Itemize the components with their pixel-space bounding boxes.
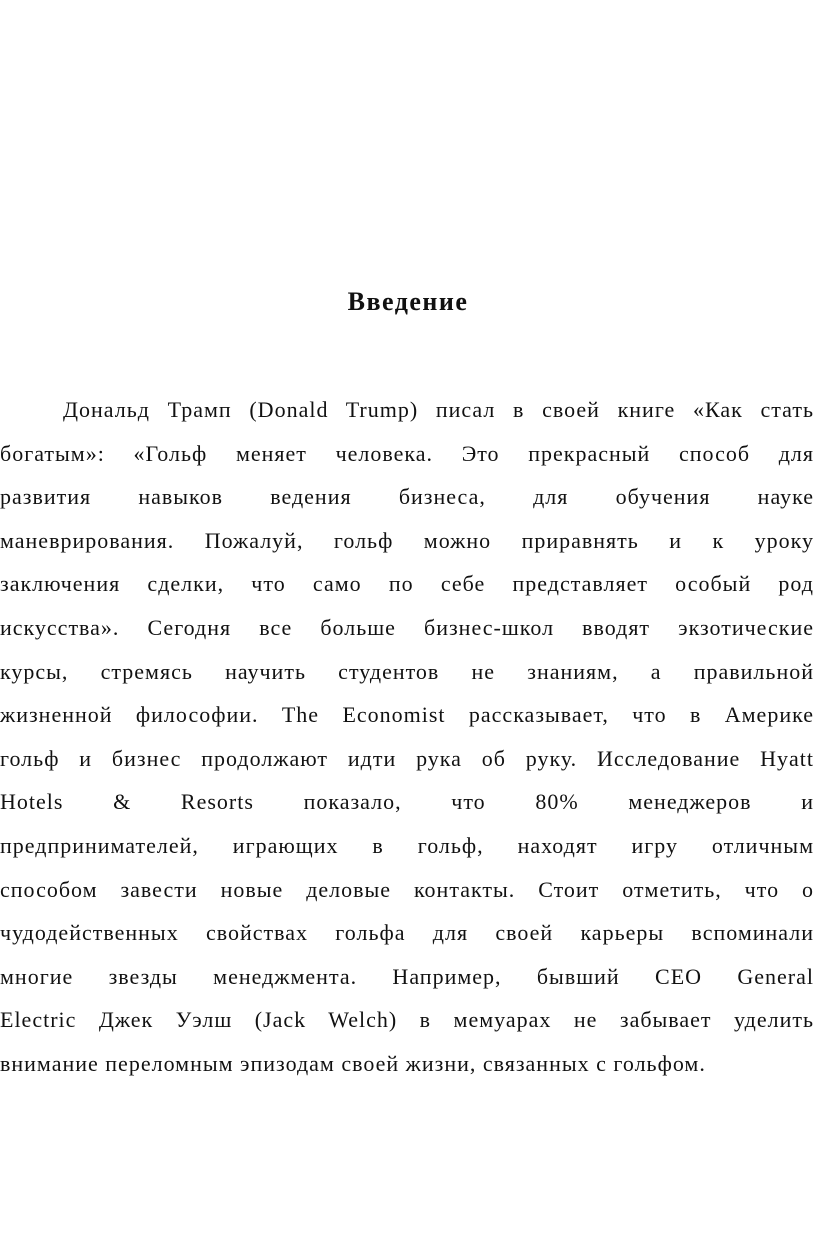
paragraph-line: жизненной философии. The Economist рассказывает, что в Америке <box>0 702 814 728</box>
paragraph-line: Дональд Трамп (Donald Trump) писал в своей книге «Как стать <box>63 397 814 422</box>
paragraph-line: богатым»: «Гольф меняет человека. Это прекрасный способ для <box>0 440 814 466</box>
paragraph-line: курсы, стремясь научить студентов не знаниям, а правильной <box>0 658 814 684</box>
paragraph-line: развития навыков ведения бизнеса, для обучения науке <box>0 484 814 510</box>
paragraph-line: маневрирования. Пожалуй, гольф можно приравнять и к уроку <box>0 527 814 553</box>
paragraph-line: чудодейственных свойствах гольфа для своей карьеры вспоминали <box>0 920 814 946</box>
paragraph-line: Hotels & Resorts показало, что 80% менеджеров и <box>0 789 814 815</box>
paragraph-line: заключения сделки, что само по себе представляет особый род <box>0 571 814 597</box>
paragraph-line: Electric Джек Уэлш (Jack Welch) в мемуарах не забывает уделить <box>0 1007 814 1033</box>
paragraph-line: гольф и бизнес продолжают идти рука об руку. Исследование Hyatt <box>0 745 814 771</box>
section-heading: Введение <box>347 287 469 316</box>
paragraph-line: предпринимателей, играющих в гольф, находят игру отличным <box>0 832 814 858</box>
paragraph-line: способом завести новые деловые контакты. Стоит отметить, что о <box>0 876 814 902</box>
paragraph-line: внимание переломным эпизодам своей жизни, связанных с гольфом. <box>0 1050 706 1076</box>
paragraph-line: многие звезды менеджмента. Например, бывший CEO General <box>0 963 814 989</box>
body-paragraph <box>0 388 814 1086</box>
paragraph-line: искусства». Сегодня все больше бизнес-школ вводят экзотические <box>0 614 814 640</box>
